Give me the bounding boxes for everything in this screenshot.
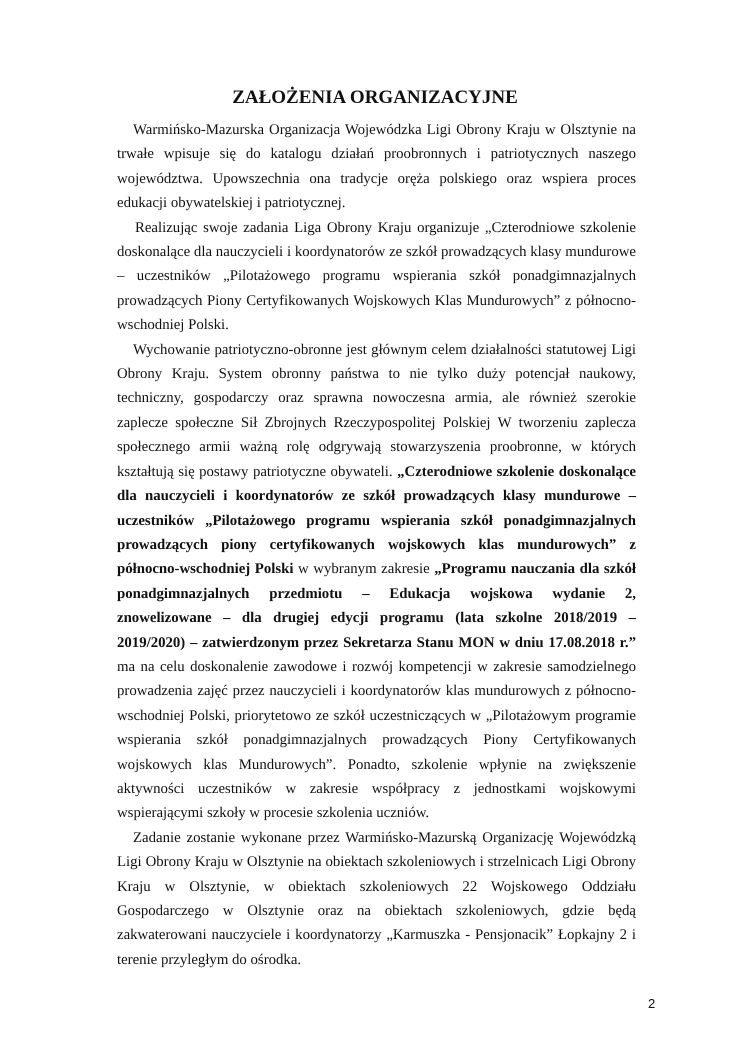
paragraph-training-announcement: Realizując swoje zadania Liga Obrony Kraju organizuje „Czterodniowe szkolenie doskonalące dla nauczycieli i koordynatorów ze szkół prowadzących klasy mundurowe – uczestników „Pilotażowego programu wspierania szkół ponadgimnazjalnych prowadzących Piony Certyfikowanych Wojskowych Klas Mundurowych” z północno-wschodniej Polski.: [117, 219, 636, 334]
paragraph-training-location: Zadanie zostanie wykonane przez Warmińsko-Mazurską Organizację Wojewódzką Ligi Obrony Kraju w Olsztynie na obiektach szkoleniowych i strzelnicach Ligi Obrony Kraju w Olsztynie, w obiektach szkoleniowych 22 Wojskowego Oddziału Gospodarczego w Olsztynie oraz na obiektach szkoleniowych, gdzie będą zakwaterowani nauczyciele i koordynatorzy „Karmuszka - Pensjonacik” Łopkajny 2 i terenie przyległym do ośrodka.: [117, 829, 636, 968]
training-name-bold: „Czterodniowe szkolenie doskonalące dla nauczycieli i koordynatorów ze szkół prowadzących klasy mundurowe – uczestników „Pilotażowego programu wspierania szkół ponadgimnazjalnych prowadzących piony certyfikowanych wojskowych klas mundurowych” z północno-wschodniej Polski: [117, 463, 636, 578]
curriculum-name-bold: „Programu nauczania dla szkół ponadgimnazjalnych przedmiotu – Edukacja wojskowa wydanie 2, znowelizowane – dla drugiej edycji programu (lata szkolne 2018/2019 – 2019/2020) – zatwierdzonym przez Sekretarza Stanu MON w dniu 17.08.2018 r.”: [117, 561, 636, 651]
paragraph-organization-description: Warmińsko-Mazurska Organizacja Wojewódzka Ligi Obrony Kraju w Olsztynie na trwałe wpisuje się do katalogu działań proobronnych i patriotycznych naszego województwa. Upowszechnia ona tradycje oręża polskiego oraz wspiera proces edukacji obywatelskiej i patriotycznej.: [117, 122, 636, 212]
document-body: [117, 118, 636, 972]
page-title: ZAŁOŻENIA ORGANIZACYJNE: [232, 87, 518, 108]
page-number: 2: [648, 996, 656, 1011]
training-goals-intro: Wychowanie patriotyczno-obronne jest głównym celem działalności statutowej Ligi Obrony Kraju. System obronny państwa to nie tylko duży potencjał naukowy, techniczny, gospodarczy oraz sprawna nowoczesna armia, ale również szerokie zaplecze społeczne Sił Zbrojnych Rzeczypospolitej Polskiej W tworzeniu zaplecza społecznego armii ważną rolę odgrywają stowarzyszenia proobronne, w których kształtują się postawy patriotyczne obywateli.: [117, 341, 636, 480]
training-goals-details: ma na celu doskonalenie zawodowe i rozwój kompetencji w zakresie samodzielnego prowadzenia zajęć przez nauczycieli i koordynatorów klas mundurowych z północno-wschodniej Polski, priorytetowo ze szkół uczestniczących w „Pilotażowym programie wspierania szkół ponadgimnazjalnych prowadzących Piony Certyfikowanych wojskowych klas Mundurowych”. Ponadto, szkolenie wpłynie na zwiększenie aktywności uczestników w zakresie współpracy z jednostkami wojskowymi wspierającymi szkoły w procesie szkolenia uczniów.: [117, 658, 636, 822]
paragraph-training-goals: [117, 338, 636, 826]
training-scope-text: w wybranym zakresie: [293, 561, 435, 578]
